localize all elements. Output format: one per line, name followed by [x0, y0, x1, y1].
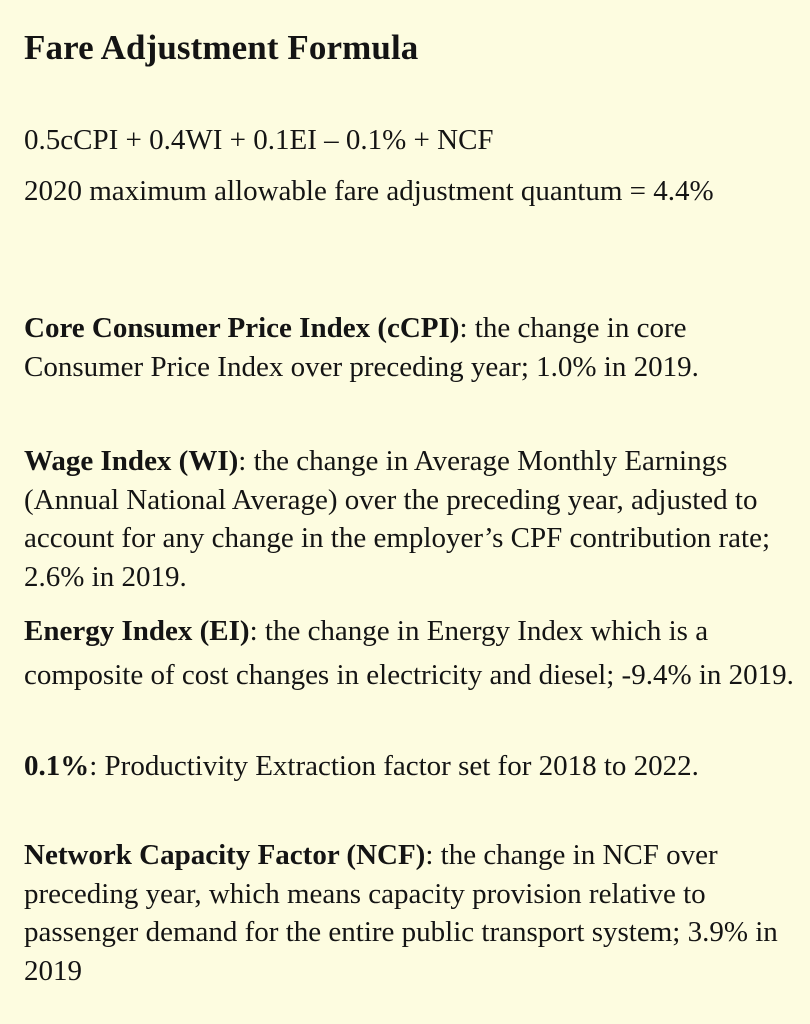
definition-ei: [24, 609, 799, 697]
page-title: Fare Adjustment Formula: [24, 28, 419, 67]
definition-wi: [24, 442, 784, 596]
definition-term-productivity: 0.1%: [24, 750, 90, 782]
definition-term-ccpi: Core Consumer Price Index (cCPI): [24, 312, 460, 344]
definition-text-ei: : the change in Energy Index which is a composite of cost changes in electricity and diesel; -9.4% in 2019.: [24, 615, 794, 691]
definition-text-wi: : the change in Average Monthly Earnings (Annual National Average) over the preceding year, adjusted to account for any change in the employer’s CPF contribution rate; 2.6% in 2019.: [24, 445, 771, 593]
definition-text-productivity: : Productivity Extraction factor set for 2018 to 2022.: [89, 750, 699, 782]
definition-ccpi: [24, 309, 784, 386]
fare-adjustment-quantum: 2020 maximum allowable fare adjustment quantum = 4.4%: [24, 175, 714, 207]
definition-term-ei: Energy Index (EI): [24, 615, 250, 647]
definition-productivity-extraction: [24, 744, 784, 788]
definition-term-wi: Wage Index (WI): [24, 445, 239, 477]
definition-text-ncf: : the change in NCF over preceding year, which means capacity provision relative to passenger demand for the entire public transport system; 3.9% in 2019: [24, 839, 778, 987]
definition-term-ncf: Network Capacity Factor (NCF): [24, 839, 426, 871]
definition-text-ccpi: : the change in core Consumer Price Index over preceding year; 1.0% in 2019.: [24, 312, 699, 383]
formula-expression: 0.5cCPI + 0.4WI + 0.1EI – 0.1% + NCF: [24, 124, 494, 156]
definition-ncf: [24, 836, 799, 990]
